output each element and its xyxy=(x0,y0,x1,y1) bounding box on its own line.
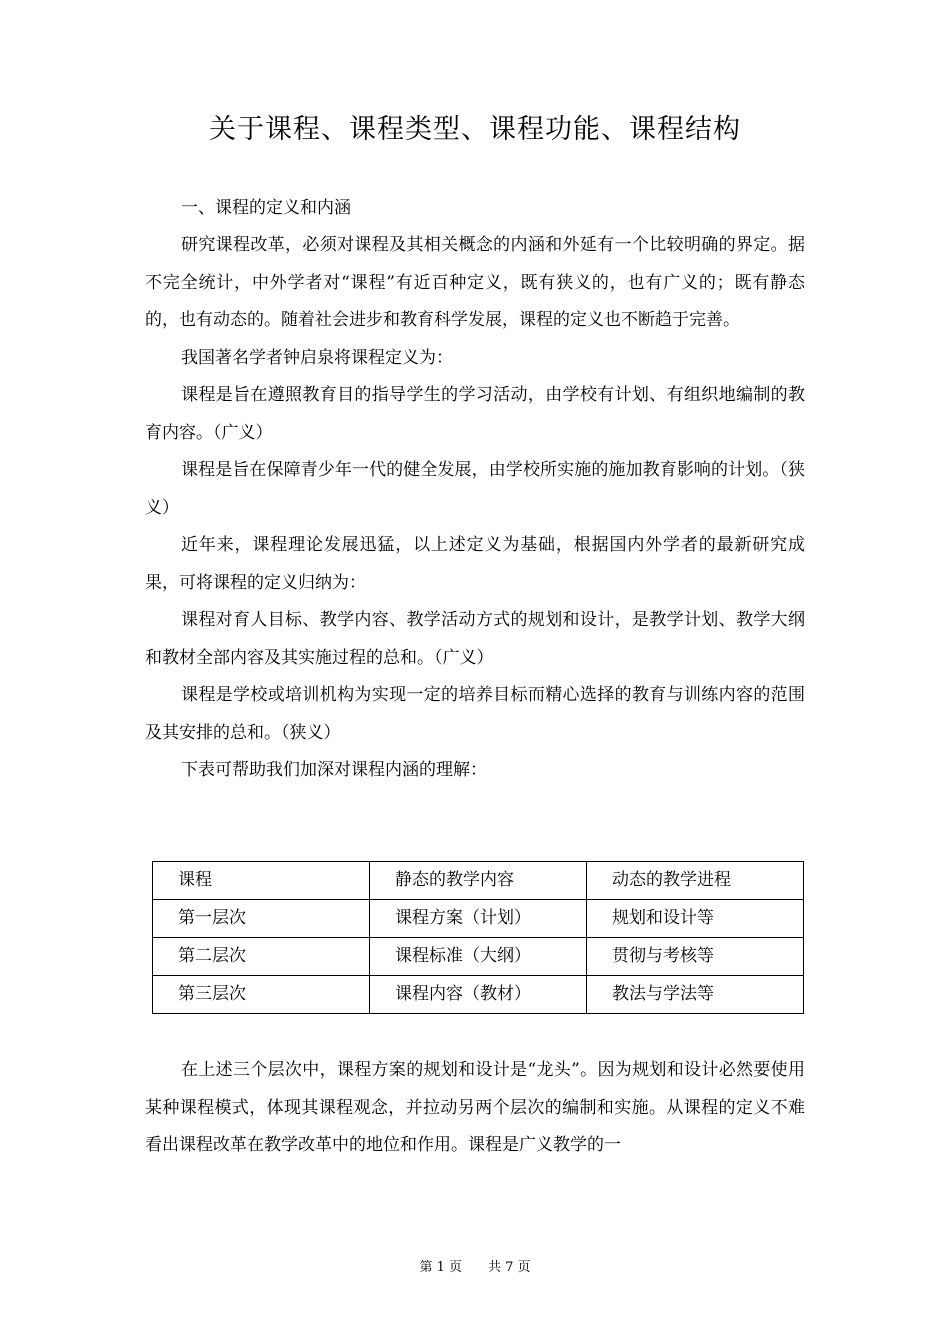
definition-broad-1: 课程是旨在遵照教育目的指导学生的学习活动，由学校有计划、有组织地编制的教育内容。（广义） xyxy=(145,385,805,443)
definition-broad-2: 课程对育人目标、教学内容、教学活动方式的规划和设计，是教学计划、教学大纲和教材全部内容及其实施过程的总和。（广义） xyxy=(145,610,805,668)
curriculum-table xyxy=(152,861,803,1014)
after-table-section xyxy=(145,1052,805,1165)
table-row xyxy=(153,938,804,976)
paragraph-intro: 研究课程改革，必须对课程及其相关概念的内涵和外延有一个比较明确的界定。据不完全统计，中外学者对“课程”有近百种定义，既有狭义的，也有广义的；既有静态的，也有动态的。随着社会进步和教育科学发展，课程的定义也不断趋于完善。 xyxy=(145,235,805,330)
table-cell: 贯彻与考核等 xyxy=(587,938,804,976)
table-cell: 教法与学法等 xyxy=(587,976,804,1014)
page-title: 关于课程、课程类型、课程功能、课程结构 xyxy=(209,114,741,145)
page-footer xyxy=(0,1258,950,1278)
table-cell: 规划和设计等 xyxy=(587,900,804,938)
table-cell: 课程标准（大纲） xyxy=(370,938,587,976)
table-cell: 第二层次 xyxy=(153,938,370,976)
table-cell: 第一层次 xyxy=(153,900,370,938)
paragraph-zhong: 我国著名学者钟启泉将课程定义为： xyxy=(181,347,453,368)
table-cell: 课程内容（教材） xyxy=(370,976,587,1014)
section-heading: 一、课程的定义和内涵 xyxy=(181,198,351,218)
paragraph-table-intro: 下表可帮助我们加深对课程内涵的理解： xyxy=(181,760,487,780)
table-header-cell: 静态的教学内容 xyxy=(370,862,587,900)
table-header-cell: 动态的教学进程 xyxy=(587,862,804,900)
definition-narrow-1: 课程是旨在保障青少年一代的健全发展，由学校所实施的施加教育影响的计划。（狭义） xyxy=(145,460,805,518)
section-1 xyxy=(145,190,805,790)
table-cell: 第三层次 xyxy=(153,976,370,1014)
table-row xyxy=(153,976,804,1014)
page-number: 第 1 页 xyxy=(419,1260,462,1275)
paragraph-after-table: 在上述三个层次中，课程方案的规划和设计是“龙头”。因为规划和设计必然要使用某种课程模式，体现其课程观念，并拉动另两个层次的编制和实施。从课程的定义不难看出课程改革在教学改革中的地位和作用。课程是广义教学的一 xyxy=(145,1060,805,1155)
page-total: 共 7 页 xyxy=(488,1260,531,1275)
table-row xyxy=(153,900,804,938)
definition-narrow-2: 课程是学校或培训机构为实现一定的培养目标而精心选择的教育与训练内容的范围及其安排的总和。（狭义） xyxy=(145,685,805,743)
table-cell: 课程方案（计划） xyxy=(370,900,587,938)
table-header-row xyxy=(153,862,804,900)
paragraph-recent: 近年来，课程理论发展迅猛，以上述定义为基础，根据国内外学者的最新研究成果，可将课程的定义归纳为： xyxy=(145,535,805,593)
table-header-cell: 课程 xyxy=(153,862,370,900)
